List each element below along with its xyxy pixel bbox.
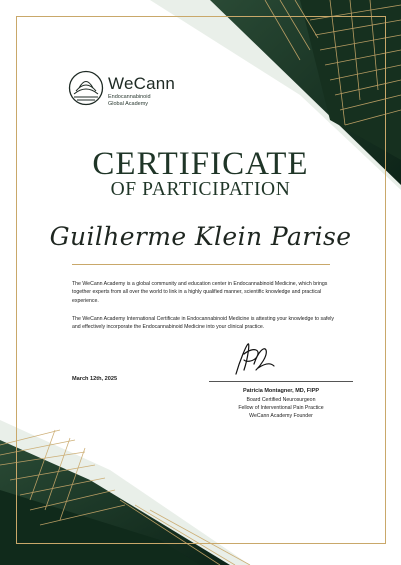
signatory-role-1: Board Certified Neurosurgeon xyxy=(246,397,316,403)
wecann-logo xyxy=(68,70,198,114)
certificate-subtitle: OF PARTICIPATION xyxy=(110,179,291,200)
brand-name: WeCann xyxy=(108,74,176,93)
brand-subtitle-line2: Global Academy xyxy=(108,101,149,107)
handwritten-signature xyxy=(228,340,278,382)
certificate-title: CERTIFICATE xyxy=(92,146,309,182)
brand-subtitle-line1: Endocannabinoid xyxy=(108,94,151,100)
signature-line xyxy=(209,381,353,382)
signatory-role-2: Fellow of Interventional Pain Practice xyxy=(238,405,324,411)
body-paragraph-2: The WeCann Academy International Certificate in Endocannabinoid Medicine is attesting your knowledge to safely and effectively incorporate the Endocannabinoid Medicine into your clinical practice. xyxy=(72,316,335,331)
issue-date: March 12th, 2025 xyxy=(72,376,118,382)
body-paragraph-1: The WeCann Academy is a global community and education center in Endocannabinoid Medicine, which brings together experts from all over the world to link in a highly qualified manner, scientific knowledge and practical experience. xyxy=(72,281,328,304)
recipient-name: Guilherme Klein Parise xyxy=(49,222,352,251)
signatory-name: Patricia Montagner, MD, FIPP xyxy=(242,388,320,394)
recipient-underline xyxy=(72,264,330,265)
logo-emblem-icon xyxy=(68,70,104,106)
signatory-role-3: WeCann Academy Founder xyxy=(249,413,313,419)
